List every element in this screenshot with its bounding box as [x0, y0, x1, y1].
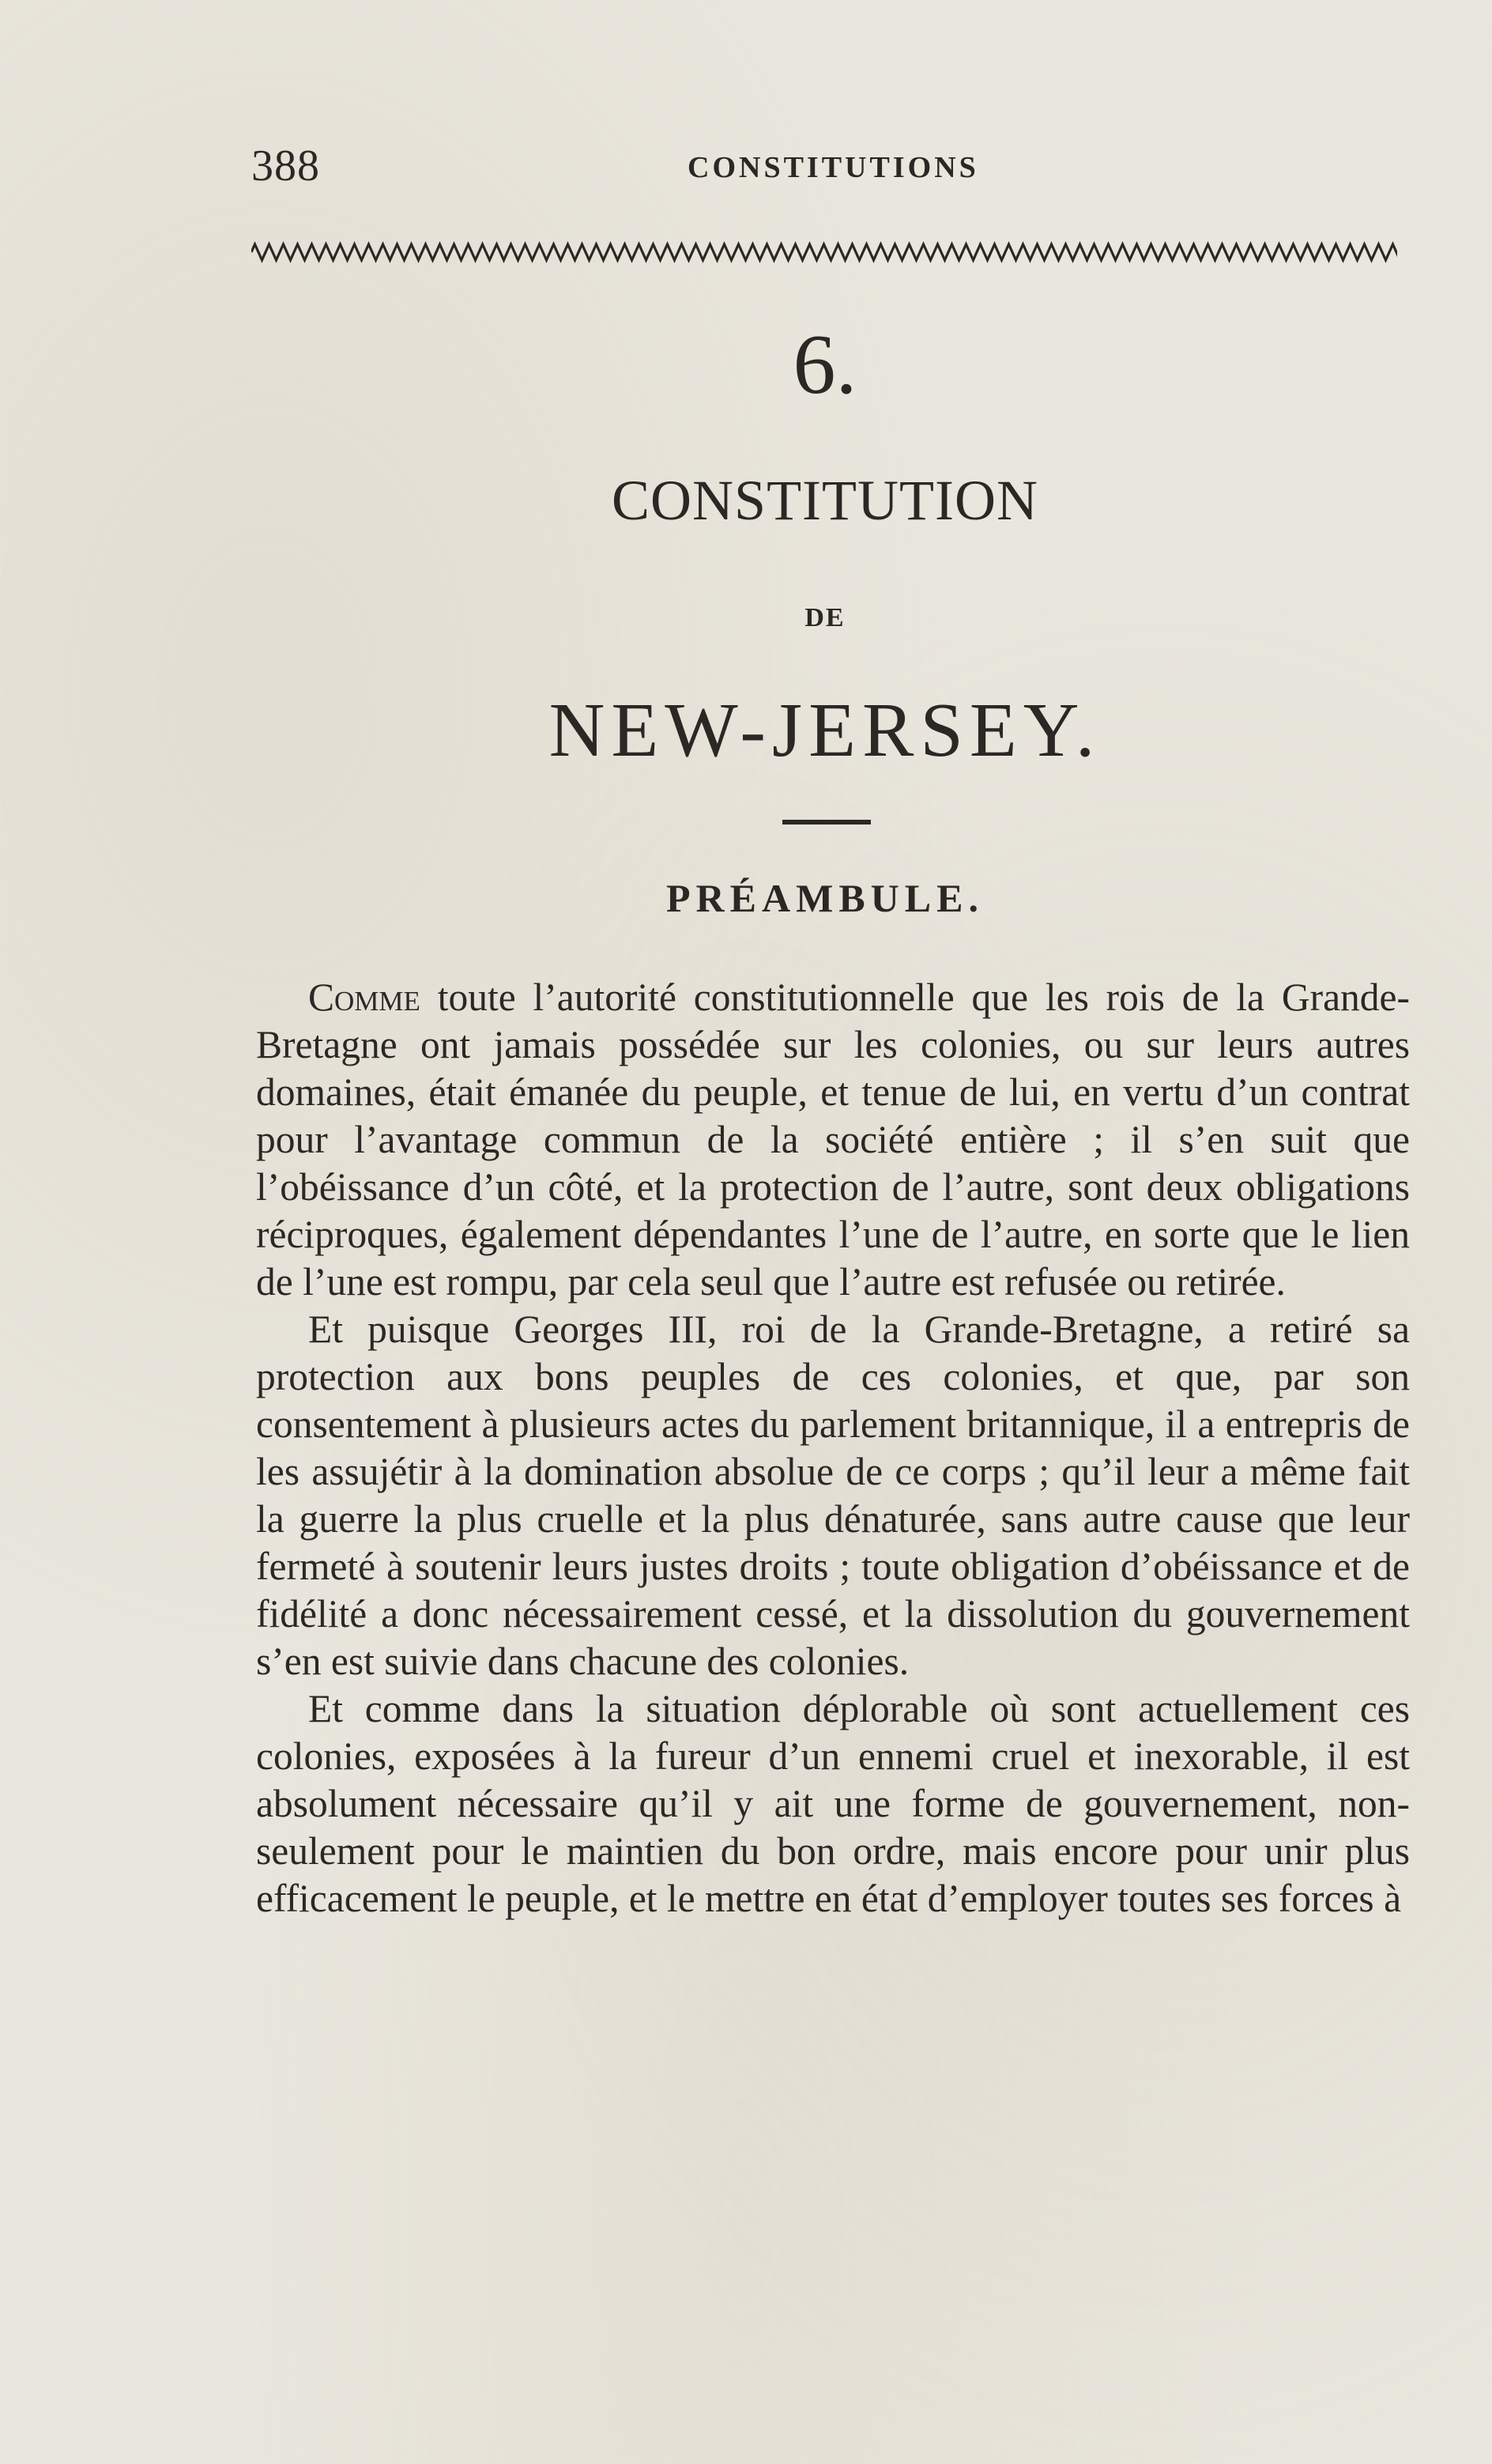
paragraph-text: toute l’autorité constitutionnelle que les rois de la Grande-Bretagne ont jamais possédée sur les colonies, ou sur leurs autres domaines, était émanée du peuple, et tenue de lui, en vertu d’un contrat pour l’avantage commun de la société entière ; il s’en suit que l’obéissance d’un côté, et la protection de l’autre, sont deux obligations réciproques, également dépendantes l’une de l’autre, en sorte que le lien de l’une est rompu, par cela seul que l’autre est refusée ou retirée. — [256, 975, 1410, 1304]
paragraph — [256, 1685, 1410, 1923]
section-heading: PRÉAMBULE. — [666, 876, 984, 920]
paragraph-text: Et comme dans la situation déplorable où sont actuellement ces colonies, exposées à la fureur d’un ennemi cruel et inexorable, il est absolument nécessaire qu’il y ait une forme de gouvernement, non-seulement pour le maintien du bon ordre, mais encore pour unir plus efficacement le peuple, et le mettre en état d’employer toutes ses forces à — [256, 1687, 1410, 1920]
running-title: CONSTITUTIONS — [688, 151, 979, 184]
body-text — [256, 974, 1410, 1923]
chapter-title-place: NEW-JERSEY. — [548, 688, 1102, 773]
chapter-number: 6. — [793, 318, 857, 412]
running-head — [251, 141, 1405, 196]
paragraph-text: Et puisque Georges III, roi de la Grande-Bretagne, a retiré sa protection aux bons peuples de ces colonies, et que, par son consentement à plusieurs actes du parlement britannique, il a entrepris de les assujétir à la domination absolue de ce corps ; qu’il leur a même fait la guerre la plus cruelle et la plus dénaturée, sans autre cause que leur fermeté à soutenir leurs justes droits ; toute obligation d’obéissance et de fidélité a donc nécessairement cessé, et la dissolution du gouvernement s’en est suivie dans chacune des colonies. — [256, 1307, 1410, 1683]
ornamental-wavy-rule — [251, 241, 1397, 263]
page-number: 388 — [251, 142, 320, 191]
short-divider-rule — [782, 820, 871, 824]
chapter-title: CONSTITUTION — [612, 469, 1038, 532]
paragraph-lead-word: Comme — [308, 975, 420, 1019]
chapter-title-connector: DE — [804, 603, 846, 632]
paragraph — [256, 1306, 1410, 1685]
paragraph — [256, 974, 1410, 1306]
